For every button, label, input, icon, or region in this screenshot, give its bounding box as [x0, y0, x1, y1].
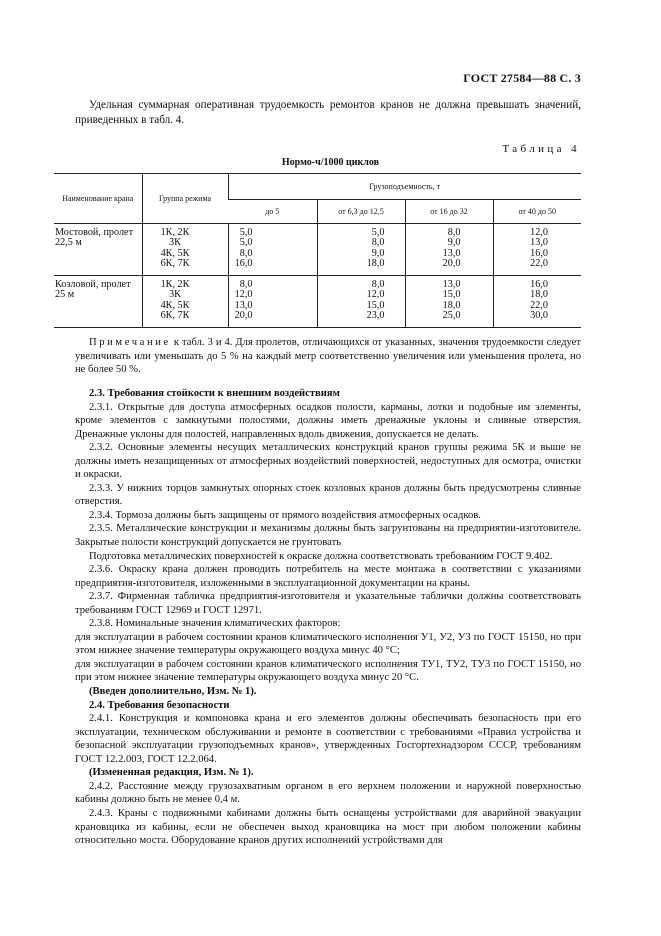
paragraph: 2.3.7. Фирменная табличка предприятия-изготовителя и указательные таблички должны соответствовать требованиям ГОСТ 12969 и ГОСТ 12971. — [75, 591, 581, 616]
page-header: ГОСТ 27584—88 С. 3 — [463, 71, 581, 85]
header-col-2: от 6,3 до 12,5 — [317, 200, 405, 224]
section-heading: 2.4. Требования безопасности — [89, 699, 230, 711]
row-values-col-4: 12,0 13,0 16,0 22,0 — [493, 224, 581, 276]
table-title: Нормо-ч/1000 циклов — [281, 157, 380, 168]
body-text — [75, 387, 581, 848]
header-capacity: Грузоподъемность, т — [228, 174, 581, 200]
amendment-note: (Измененная редакция, Изм. № 1). — [89, 767, 254, 779]
table-caption: Таблица 4 — [502, 143, 580, 155]
header-col-1: до 5 — [228, 200, 317, 224]
paragraph: 2.3.6. Окраску крана должен проводить потребитель на месте монтажа в соответствии с указаниями предприятия-изготовителя, изложенными в эксплуатационной документации на краны. — [75, 564, 581, 589]
row-values-col-2: 5,0 8,0 9,0 18,0 — [317, 224, 405, 276]
intro-text: Удельная суммарная оперативная трудоемкость ремонтов кранов не должна превышать значений, приведенных в табл. 4. — [75, 99, 581, 126]
paragraph: 2.3.5. Металлические конструкции и механизмы должны быть загрунтованы на предприятии-изготовителе. Закрытые полости конструкций допускается не грунтовать — [75, 523, 581, 549]
paragraph: 2.3.4. Тормоза должны быть защищены от прямого воздействия атмосферных осадков. — [89, 509, 481, 521]
header-col-3: от 16 до 32 — [405, 200, 493, 224]
paragraph: Подготовка металлических поверхностей к окраске должна соответствовать требованиям ГОСТ 9.402. — [89, 550, 553, 562]
paragraph: 2.4.2. Расстояние между грузозахватным органом в его верхнем положении и наружной поверхностью кабины должно быть не менее 0,4 м. — [75, 780, 581, 806]
row-values-col-2: 8,0 12,0 15,0 23,0 — [317, 276, 405, 328]
row-values-col-1: 8,0 12,0 13,0 20,0 — [228, 276, 317, 328]
table-row — [54, 224, 581, 276]
paragraph: 2.3.8. Номинальные значения климатических факторов: — [89, 618, 341, 630]
row-modes: 1К, 2К 3К 4К, 5К 6К, 7К — [142, 276, 228, 328]
row-crane-name: Мостовой, пролет 22,5 м — [54, 224, 142, 276]
note-label: Примечание — [89, 337, 171, 348]
paragraph: для эксплуатации в рабочем состоянии кранов климатического исполнения ТУ1, ТУ2, ТУ3 по ГОСТ 15150, но при этом нижнее значение температуры окружающего воздуха минус 20 °С. — [75, 658, 581, 684]
row-crane-name: Козловой, пролет 25 м — [54, 276, 142, 328]
paragraph: 2.3.1. Открытые для доступа атмосферных осадков полости, карманы, лотки и подобные им элементы, кроме элементов с замкнутыми полостями, должны иметь дренажные уклоны и сливные отверстия. Дренажные уклоны для полостей, направленных вдоль движения, допускается не делать. — [75, 401, 581, 440]
row-values-col-3: 8,0 9,0 13,0 20,0 — [405, 224, 493, 276]
paragraph: 2.3.2. Основные элементы несущих металлических конструкций кранов группы режима 5К и выше не должны иметь незащищенных от атмосферных воздействий поверхностей, недоступных для осмотра, очистки и окраски. — [75, 442, 581, 481]
row-modes: 1К, 2К 3К 4К, 5К 6К, 7К — [142, 224, 228, 276]
header-col-4: от 40 до 50 — [493, 200, 581, 224]
row-values-col-3: 13,0 15,0 18,0 25,0 — [405, 276, 493, 328]
table-note — [75, 336, 581, 377]
table-row — [54, 276, 581, 328]
row-values-col-4: 16,0 18,0 22,0 30,0 — [493, 276, 581, 328]
paragraph: 2.4.1. Конструкция и компоновка крана и его элементов должны обеспечивать безопасность при его эксплуатации, техническом обслуживании и ремонте в соответствии с требованиями «Правил устройства и безопасной эксплуатации грузоподъемных кранов», утвержденных Госгортехнадзором СССР, требованиям ГОСТ 12.2.003, ГОСТ 12.2.064. — [75, 713, 581, 765]
paragraph: 2.4.3. Краны с подвижными кабинами должны быть оснащены устройствами для аварийной эвакуации крановщика из кабины, если не обеспечен выход крановщика на мост при любом положении кабины относительно моста. Оборудование кранов других исполнений устройствами для — [75, 807, 581, 847]
note-text: к табл. 3 и 4. Для пролетов, отличающихся от указанных, значения трудоемкости следует увеличивать или уменьшать до 5 % на каждый метр соответственно увеличения или уменьшения пролета, но не более 50 %. — [75, 337, 581, 376]
labor-norms-table — [54, 173, 581, 328]
paragraph: 2.3.3. У нижних торцов замкнутых опорных стоек козловых кранов должны быть предусмотрены сливные отверстия. — [75, 482, 581, 508]
amendment-note: (Введен дополнительно, Изм. № 1). — [89, 686, 257, 698]
row-values-col-1: 5,0 5,0 8,0 16,0 — [228, 224, 317, 276]
header-mode-group: Группа режима — [142, 174, 228, 224]
header-crane-name: Наименование крана — [54, 174, 142, 224]
paragraph: для эксплуатации в рабочем состоянии кранов климатического исполнения У1, У2, У3 по ГОСТ 15150, но при этом нижнее значение температуры окружающего воздуха минус 40 °С; — [75, 631, 581, 657]
section-heading: 2.3. Требования стойкости к внешним воздействиям — [89, 388, 340, 399]
intro-paragraph — [75, 98, 581, 128]
